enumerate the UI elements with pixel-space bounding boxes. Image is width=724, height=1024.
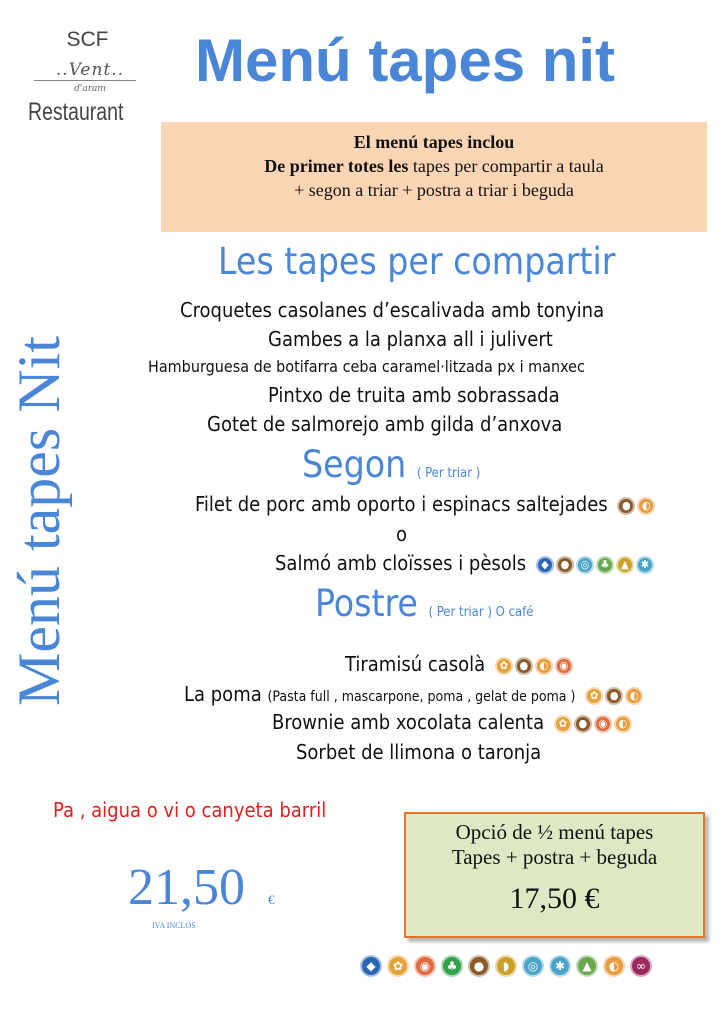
postre-note: ( Per triar ) O café	[428, 605, 534, 620]
gluten-icon: ✿	[554, 715, 572, 733]
drinks-line: Pa , aigua o vi o canyeta barril	[53, 798, 327, 822]
segon-note: ( Per triar )	[416, 466, 481, 481]
milk-icon: ●	[515, 657, 533, 675]
logo-restaurant-text: Restaurant	[28, 98, 124, 126]
tapa-item: Pintxo de truita amb sobrassada	[268, 383, 560, 407]
tapa-item: Gotet de salmorejo amb gilda d’anxova	[207, 412, 563, 436]
gluten-icon: ✿	[495, 657, 513, 675]
postre-heading	[315, 582, 533, 625]
side-title: Menú tapes Nit	[6, 336, 72, 706]
allergen-icons	[554, 715, 632, 733]
tapa-item: Hamburguesa de botifarra ceba caramel·litzada px i manxec	[148, 357, 585, 376]
nuts-icon: ◉	[555, 657, 573, 675]
segon-or: o	[396, 522, 408, 546]
gluten-icon: ✿	[387, 955, 409, 977]
segon-item-1-text: Filet de porc amb oporto i espinacs saltejades	[195, 492, 608, 516]
page-title: Menú tapes nit	[195, 27, 616, 94]
egg-icon: ◐	[603, 955, 625, 977]
logo-scf-text: SCF	[66, 28, 109, 51]
postre-item-1	[345, 652, 573, 676]
half-menu-line-1: Opció de ½ menú tapes	[455, 820, 654, 844]
mustard-icon: ◗	[495, 955, 517, 977]
half-menu-box	[404, 812, 705, 938]
info-line-2	[161, 154, 707, 178]
postre-item-3	[272, 710, 632, 734]
allergen-icons	[617, 497, 655, 515]
egg-icon: ◐	[625, 687, 643, 705]
milk-icon: ●	[556, 556, 574, 574]
logo-aram-text: d'aram	[74, 84, 106, 94]
milk-icon: ●	[605, 687, 623, 705]
mustard-icon: ▲	[616, 556, 634, 574]
logo-divider	[34, 80, 136, 81]
segon-item-2-text: Salmó amb cloïsses i pèsols	[275, 551, 527, 575]
logo-vent-text: ..Vent..	[55, 60, 125, 80]
milk-icon: ●	[468, 955, 490, 977]
fish-icon: ◆	[536, 556, 554, 574]
info-line-3: + segon a triar + postra a triar i beguda	[294, 180, 574, 200]
celery-icon: ▲	[576, 955, 598, 977]
soy-icon: ♣	[441, 955, 463, 977]
milk-icon: ●	[574, 715, 592, 733]
postre-item-2-text: La poma	[184, 682, 262, 706]
crustacean-icon: ✱	[636, 556, 654, 574]
allergen-icons	[536, 556, 654, 574]
postre-item-3-text: Brownie amb xocolata calenta	[272, 710, 545, 734]
allergen-legend	[360, 955, 652, 977]
crustacean-icon: ◉	[414, 955, 436, 977]
egg-icon: ◐	[614, 715, 632, 733]
fish-icon: ◆	[360, 955, 382, 977]
tapes-heading: Les tapes per compartir	[218, 240, 616, 283]
egg-icon: ◐	[535, 657, 553, 675]
tapa-item: Croquetes casolanes d’escalivada amb tonyina	[180, 298, 605, 322]
milk-icon: ●	[617, 497, 635, 515]
segon-item-2	[275, 551, 654, 575]
half-menu-price: 17,50 €	[509, 882, 600, 915]
crustacean-icon: ✱	[549, 955, 571, 977]
segon-heading-text: Segon	[302, 443, 407, 486]
sulfite-icon: ∞	[630, 955, 652, 977]
postre-item-2	[184, 682, 643, 706]
segon-heading	[302, 443, 480, 486]
menu-price: 21,50	[128, 859, 245, 916]
info-line-2-bold: De primer totes les	[264, 156, 409, 176]
celery-icon: ♣	[596, 556, 614, 574]
allergen-icons	[495, 657, 573, 675]
info-line-2-rest: tapes per compartir a taula	[408, 156, 604, 176]
segon-item-1	[195, 492, 655, 516]
half-menu-line-2: Tapes + postra + beguda	[451, 845, 658, 869]
postre-item-1-text: Tiramisú casolà	[345, 652, 486, 676]
price-iva-note: IVA INCLOS	[152, 921, 196, 930]
menu-info-box	[161, 122, 707, 232]
egg-icon: ◐	[637, 497, 655, 515]
postre-item-2-note: (Pasta full , mascarpone, poma , gelat de poma )	[267, 689, 576, 705]
info-line-1: El menú tapes inclou	[353, 132, 515, 152]
mollusc-icon: ◎	[576, 556, 594, 574]
allergen-icons	[585, 687, 643, 705]
tapa-item: Gambes a la planxa all i julivert	[268, 327, 553, 351]
postre-heading-text: Postre	[315, 582, 418, 625]
nuts-icon: ◉	[594, 715, 612, 733]
gluten-icon: ✿	[585, 687, 603, 705]
postre-item-4: Sorbet de llimona o taronja	[296, 740, 542, 764]
price-currency: €	[268, 892, 275, 907]
mollusc-icon: ◎	[522, 955, 544, 977]
